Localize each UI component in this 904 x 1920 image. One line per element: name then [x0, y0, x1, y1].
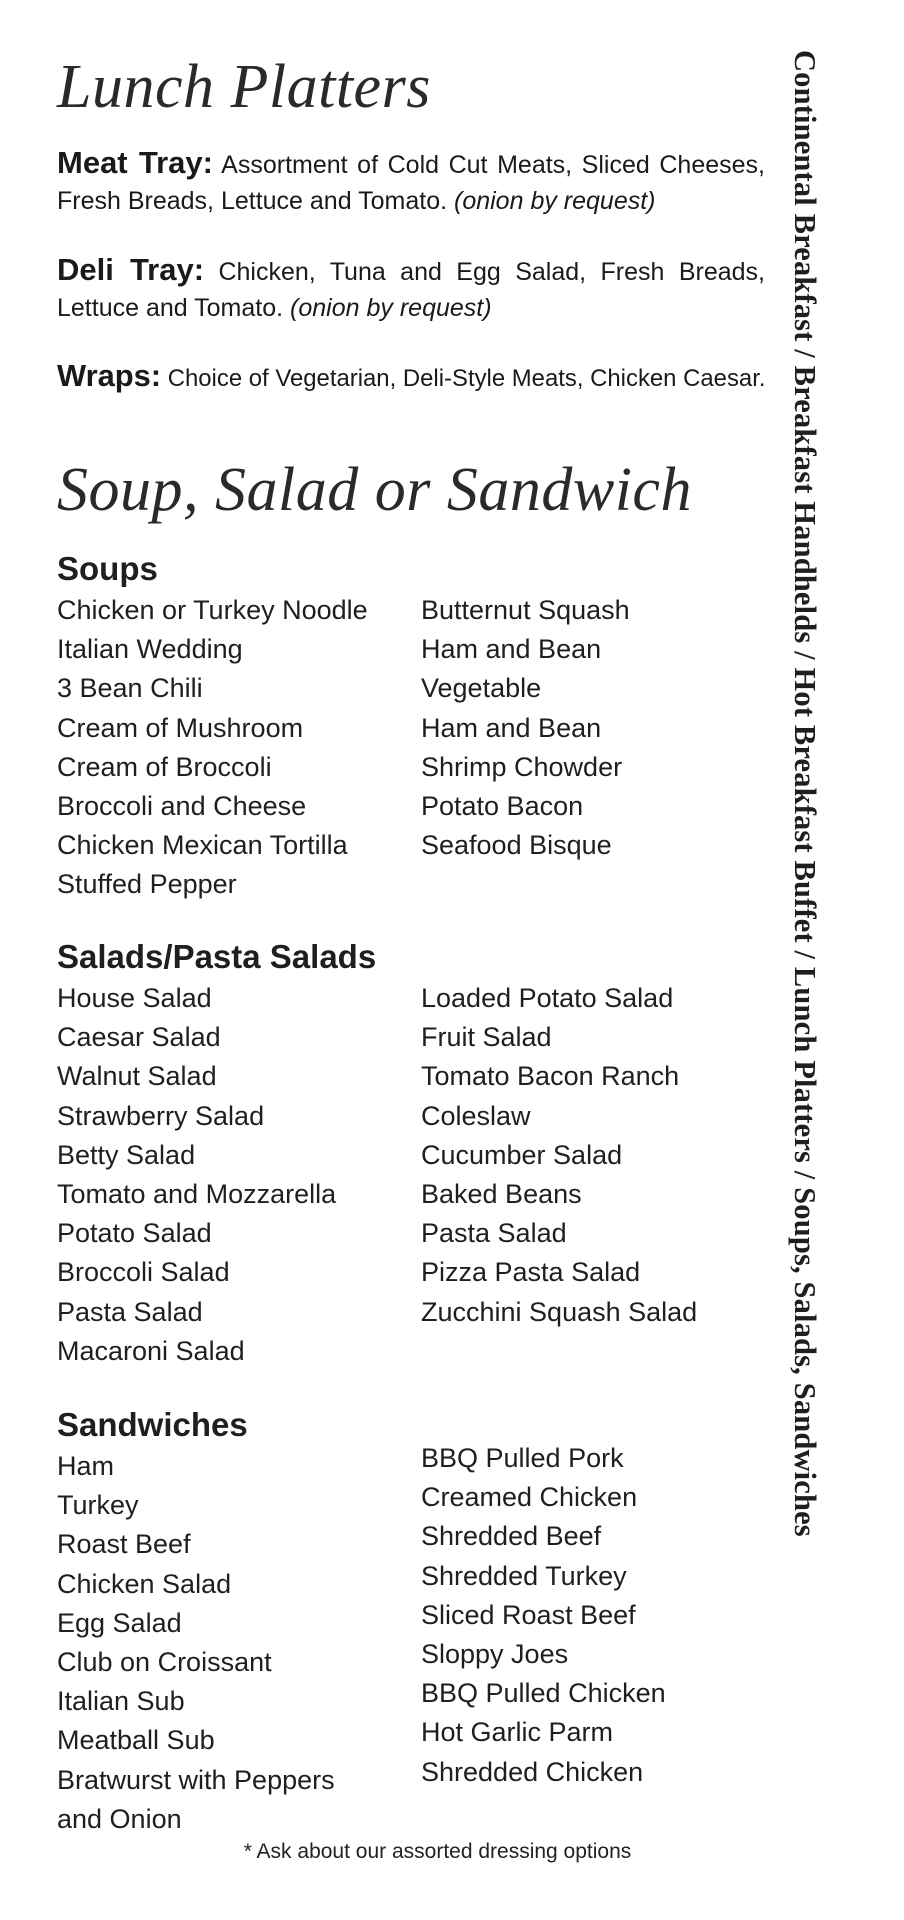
menu-list-item: Cucumber Salad — [421, 1139, 623, 1170]
wraps-description: Choice of Vegetarian, Deli-Style Meats, Chicken Caesar. — [167, 365, 766, 392]
salads-heading: Salads/Pasta Salads — [57, 938, 377, 975]
menu-list-item: and Onion — [57, 1803, 182, 1834]
soups-list-left — [57, 591, 368, 905]
meat-tray-description: Assortment of Cold Cut Meats, Sliced Cheeses, Fresh Breads, Lettuce and Tomato. — [57, 151, 765, 215]
menu-list-item: Egg Salad — [57, 1607, 182, 1638]
menu-list-item: Fruit Salad — [421, 1022, 552, 1053]
menu-list-item: Broccoli Salad — [57, 1257, 230, 1288]
salads-list-right — [421, 979, 697, 1332]
menu-list-item: Cream of Mushroom — [57, 712, 304, 743]
menu-list-item: Shrimp Chowder — [421, 751, 623, 782]
menu-list-item: Potato Salad — [57, 1218, 212, 1249]
menu-list-item: Stuffed Pepper — [57, 869, 237, 900]
menu-list-item: Creamed Chicken — [421, 1482, 638, 1513]
soups-list-right — [421, 591, 630, 865]
meat-tray-name: Meat Tray: — [57, 145, 213, 180]
menu-list-item: Coleslaw — [421, 1100, 531, 1131]
menu-list-item: Pasta Salad — [57, 1296, 203, 1327]
menu-list-item: Macaroni Salad — [57, 1335, 245, 1366]
salads-list-left — [57, 979, 336, 1371]
menu-list-item: Caesar Salad — [57, 1022, 221, 1053]
menu-list-item: Chicken or Turkey Noodle — [57, 595, 368, 625]
menu-list-item: Walnut Salad — [57, 1061, 217, 1092]
meat-tray-item — [57, 145, 765, 219]
menu-list-item: Meatball Sub — [57, 1725, 215, 1756]
menu-list-item: 3 Bean Chili — [57, 673, 203, 704]
menu-list-item: Hot Garlic Parm — [421, 1717, 614, 1748]
menu-list-item: Cream of Broccoli — [57, 751, 272, 782]
lunch-platters-title: Lunch Platters — [57, 53, 431, 121]
deli-tray-note: (onion by request) — [290, 294, 492, 322]
menu-list-item: Ham and Bean — [421, 712, 602, 743]
menu-list-item: Seafood Bisque — [421, 830, 612, 861]
menu-list-item: Sloppy Joes — [421, 1639, 569, 1670]
wraps-name: Wraps: — [57, 358, 162, 393]
menu-list-item: BBQ Pulled Chicken — [421, 1678, 666, 1709]
dressing-footnote: * Ask about our assorted dressing options — [243, 1840, 632, 1863]
menu-list-item: Shredded Chicken — [421, 1756, 644, 1787]
menu-list-item: Italian Wedding — [57, 634, 243, 665]
deli-tray-description: Chicken, Tuna and Egg Salad, Fresh Breads, Lettuce and Tomato. — [57, 258, 766, 322]
menu-list-item: Baked Beans — [421, 1179, 582, 1210]
wraps-item — [57, 358, 766, 397]
menu-list-item: Roast Beef — [57, 1529, 191, 1560]
menu-list-item: BBQ Pulled Pork — [421, 1443, 624, 1473]
menu-list-item: Bratwurst with Peppers — [57, 1764, 335, 1795]
soup-salad-sandwich-title: Soup, Salad or Sandwich — [57, 456, 692, 524]
menu-list-item: Butternut Squash — [421, 595, 630, 625]
menu-list-item: House Salad — [57, 983, 212, 1013]
menu-list-item: Shredded Turkey — [421, 1560, 627, 1591]
menu-list-item: Sliced Roast Beef — [421, 1599, 636, 1630]
sandwiches-list-left — [57, 1447, 335, 1839]
menu-list-item: Betty Salad — [57, 1139, 196, 1170]
menu-list-item: Tomato and Mozzarella — [57, 1179, 337, 1210]
sandwiches-list-right — [421, 1439, 666, 1792]
soups-heading: Soups — [57, 550, 158, 587]
menu-list-item: Turkey — [57, 1490, 139, 1521]
deli-tray-name: Deli Tray: — [57, 252, 205, 287]
sandwiches-heading: Sandwiches — [57, 1406, 248, 1443]
menu-list-item: Zucchini Squash Salad — [421, 1296, 698, 1327]
menu-list-item: Broccoli and Cheese — [57, 791, 307, 822]
menu-list-item: Ham — [57, 1451, 115, 1481]
deli-tray-item — [57, 252, 765, 326]
menu-list-item: Strawberry Salad — [57, 1100, 265, 1131]
menu-list-item: Italian Sub — [57, 1686, 185, 1717]
menu-list-item: Club on Croissant — [57, 1647, 272, 1678]
menu-list-item: Pasta Salad — [421, 1218, 567, 1249]
menu-list-item: Shredded Beef — [421, 1521, 602, 1552]
menu-list-item: Ham and Bean — [421, 634, 602, 665]
menu-list-item: Vegetable — [421, 673, 542, 704]
menu-list-item: Potato Bacon — [421, 791, 584, 822]
menu-list-item: Tomato Bacon Ranch — [421, 1061, 680, 1092]
menu-list-item: Chicken Mexican Tortilla — [57, 830, 348, 861]
side-banner: Continental Breakfast / Breakfast Handhelds / Hot Breakfast Buffet / Lunch Platters / Soups, Salads, Sandwiches — [788, 50, 822, 1537]
menu-list-item: Pizza Pasta Salad — [421, 1257, 641, 1288]
menu-list-item: Loaded Potato Salad — [421, 983, 674, 1013]
meat-tray-note: (onion by request) — [454, 187, 656, 215]
menu-list-item: Chicken Salad — [57, 1568, 232, 1599]
